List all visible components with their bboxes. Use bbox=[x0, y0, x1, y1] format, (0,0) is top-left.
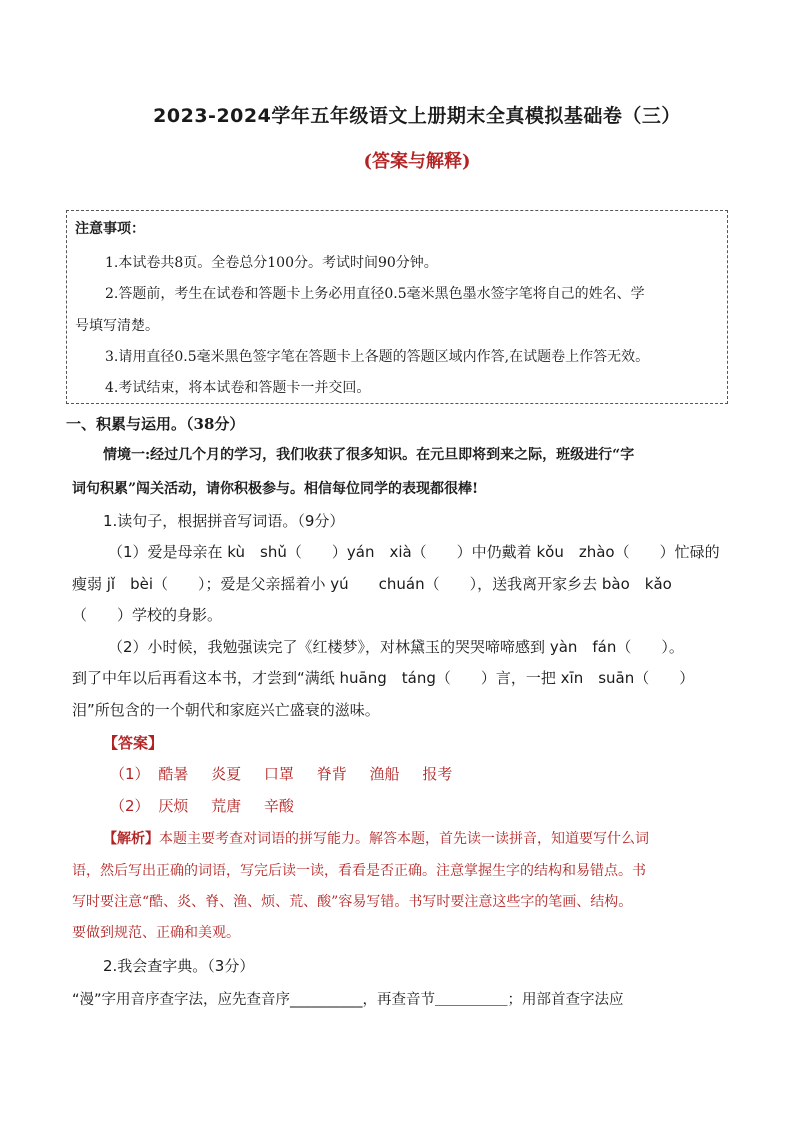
question-1-part2-line3: 泪”所包含的一个朝代和家庭兴亡盛衰的滋味。 bbox=[72, 701, 380, 719]
notice-heading: 注意事项： bbox=[75, 221, 145, 237]
question-1-part2-line2: 到了中年以后再看这本书，才尝到“满纸 huāng táng（ ）言，一把 xīn suān（ ） bbox=[72, 669, 695, 687]
question-2-stem: 2.我会查字典。（3分） bbox=[103, 957, 255, 975]
explanation-line-3: 写时要注意“酷、炎、脊、渔、烦、荒、酸”容易写错。书写时要注意这些字的笔画、结构。 bbox=[72, 894, 633, 910]
answer-word: 荒唐 bbox=[211, 797, 242, 815]
explanation-line-4: 要做到规范、正确和美观。 bbox=[72, 925, 240, 941]
answer-row-2 bbox=[110, 795, 312, 816]
notice-line-3: 3.请用直径0.5毫米黑色签字笔在答题卡上各题的答题区域内作答,在试题卷上作答无效。 bbox=[105, 349, 650, 365]
answer-row-1-prefix: （1） bbox=[110, 765, 150, 783]
answer-word: 报考 bbox=[422, 765, 453, 783]
page-subtitle: (答案与解释) bbox=[363, 151, 471, 172]
answer-word: 脊背 bbox=[316, 765, 347, 783]
answer-row-2-prefix: （2） bbox=[110, 797, 150, 815]
question-1-part1-line1: （1）爱是母亲在 kù shǔ（ ）yán xià（ ）中仍戴着 kǒu zhào（ ）忙碌的 bbox=[108, 543, 720, 561]
answer-word: 炎夏 bbox=[211, 765, 242, 783]
notice-line-2: 2.答题前，考生在试卷和答题卡上务必用直径0.5毫米黑色墨水签字笔将自己的姓名、学 bbox=[105, 286, 645, 302]
notice-line-4: 4.考试结束，将本试卷和答题卡一并交回。 bbox=[105, 380, 371, 396]
explanation-line-2: 语，然后写出正确的词语，写完后读一读，看看是否正确。注意掌握生字的结构和易错点。书 bbox=[72, 863, 646, 879]
answer-word: 厌烦 bbox=[158, 797, 189, 815]
answer-word: 渔船 bbox=[369, 765, 400, 783]
page-title: 2023-2024学年五年级语文上册期末全真模拟基础卷（三） bbox=[153, 105, 681, 127]
explanation-text-1: 本题主要考查对词语的拼写能力。解答本题，首先读一读拼音，知道要写什么词 bbox=[159, 831, 649, 847]
answer-label: 【答案】 bbox=[103, 734, 164, 752]
context-line-2: 词句积累”闯关活动，请你积极参与。相信每位同学的表现都很棒! bbox=[72, 481, 479, 497]
question-2-line: “漫”字用音序查字法，应先查音序__________，再查音节＿＿＿＿＿；用部首查字法应 bbox=[72, 992, 624, 1008]
question-1-part1-line3: （ ）学校的身影。 bbox=[72, 606, 223, 624]
explanation-line-1 bbox=[103, 828, 649, 848]
notice-line-1: 1.本试卷共8页。全卷总分100分。考试时间90分钟。 bbox=[105, 255, 438, 271]
section-heading: 一、积累与运用。（38分） bbox=[66, 415, 245, 433]
notice-line-2-cont: 号填写清楚。 bbox=[75, 318, 159, 334]
answer-word: 口罩 bbox=[263, 765, 294, 783]
question-1-part1-line2: 瘦弱 jǐ bèi（ ）；爱是父亲摇着小 yú chuán（ ），送我离开家乡去 bào kǎo bbox=[72, 575, 672, 593]
notice-box bbox=[66, 210, 728, 404]
explanation-label: 【解析】 bbox=[103, 831, 159, 847]
context-line-1: 情境一:经过几个月的学习，我们收获了很多知识。在元旦即将到来之际，班级进行“字 bbox=[103, 447, 635, 463]
question-1-stem: 1.读句子，根据拼音写词语。（9分） bbox=[103, 512, 345, 530]
answer-row-1 bbox=[110, 763, 470, 784]
answer-word: 辛酸 bbox=[263, 797, 294, 815]
question-1-part2-line1: （2）小时候，我勉强读完了《红楼梦》，对林黛玉的哭哭啼啼感到 yàn fán（ ）。 bbox=[108, 638, 684, 656]
answer-word: 酷暑 bbox=[158, 765, 189, 783]
